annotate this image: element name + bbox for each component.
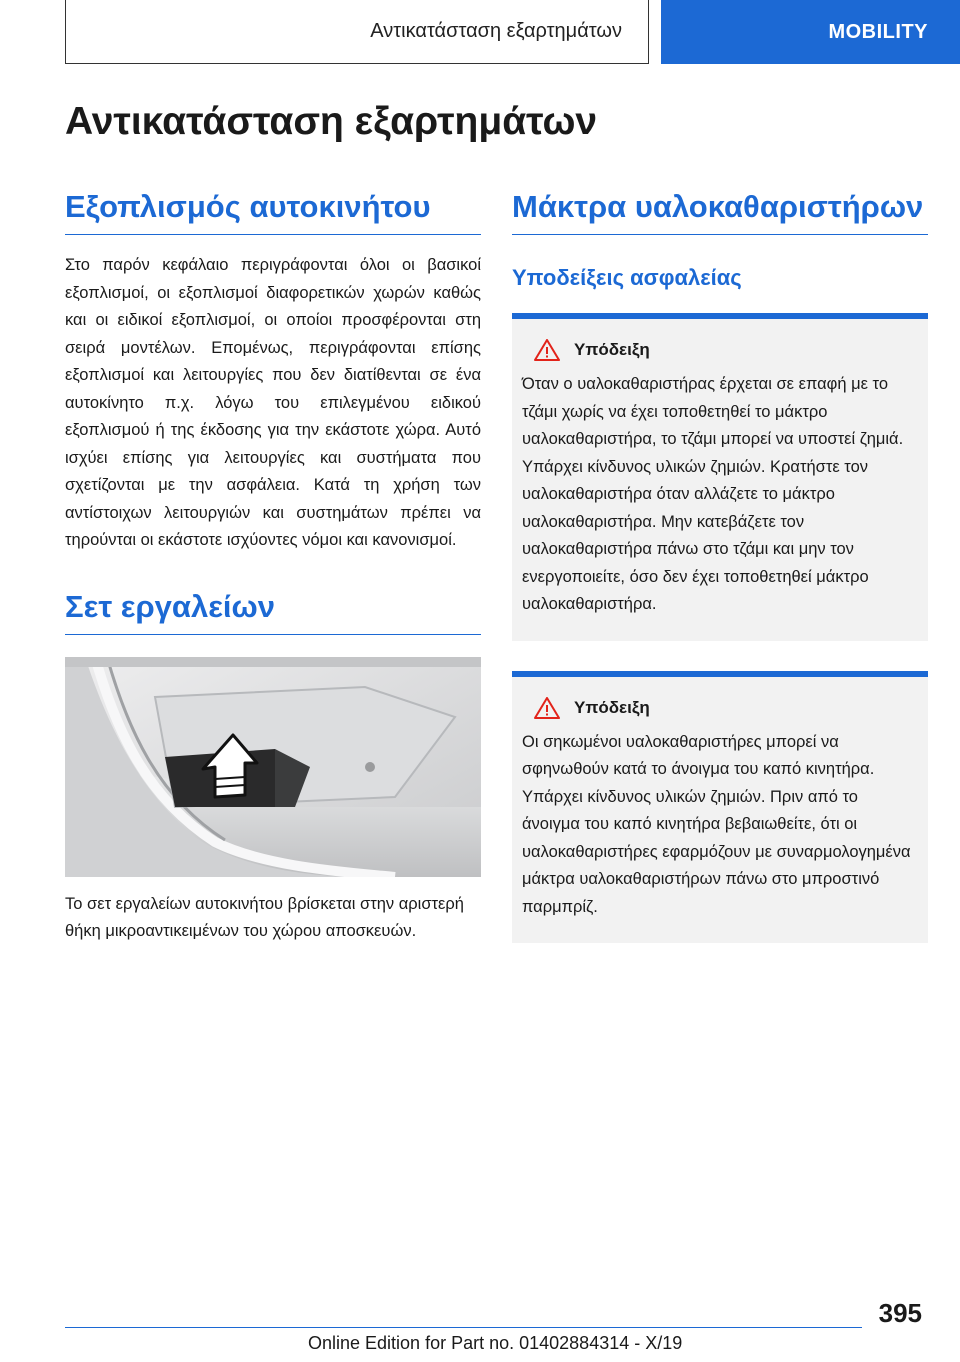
trunk-illustration xyxy=(65,657,481,877)
note-title: Υπόδειξη xyxy=(574,697,650,717)
equipment-heading: Εξοπλισμός αυτοκινήτου xyxy=(65,188,481,235)
left-column xyxy=(65,188,481,946)
section-tab-label: MOBILITY xyxy=(828,20,928,43)
safety-heading: Υποδείξεις ασφαλείας xyxy=(512,265,742,290)
note-title: Υπόδειξη xyxy=(574,340,650,359)
toolkit-figure xyxy=(65,657,481,877)
warning-triangle-icon xyxy=(534,697,560,719)
header-chapter xyxy=(65,0,649,64)
note-box-2 xyxy=(512,671,928,944)
right-column xyxy=(512,188,928,943)
note-box-1 xyxy=(512,313,928,641)
section-tab-mobility[interactable] xyxy=(661,0,960,64)
equipment-text: Στο παρόν κεφάλαιο περιγράφονται όλοι οι βασικοί εξοπλισμοί, οι εξοπλισμοί διαφορετικών χωρών καθώς και οι ειδικοί εξοπλισμοί, οι οποίοι προσφέρονται στη σειρά μοντέλων. Επομένως, περιγράφονται επίσης εξοπλισμοί και λειτουργίες που δεν διατίθενται σε ένα αυτοκίνητο π.χ. λόγω του επιλεγμένου ειδικού εξοπλισμού ή της έκδοσης για την εκάστοτε χώρα. Αυτό ισχύει επίσης για λειτουργίες και συστήματα που σχετίζονται με την ασφάλεια. Κατά τη χρήση των αντίστοιχων λειτουργιών και συστημάτων πρέπει να τηρούνται οι εκάστοτε ισχύοντες νόμοι και κανονισμοί. xyxy=(65,256,481,549)
note-header xyxy=(534,339,918,361)
note-text: Οι σηκωμένοι υαλοκαθαριστήρες μπορεί να σφηνωθούν κατά το άνοιγμα του καπό κινητήρα. Υπάρχει κίνδυνος υλικών ζημιών. Πριν από το άνοιγμα του καπό κινητήρα βεβαιωθείτε, ότι οι υαλοκαθαριστήρες εφαρμόζουν με συναρμολογημένα μάκτρα υαλοκαθαριστήρων πάνω στο μπροστινό παρμπρίζ. xyxy=(522,732,911,916)
note-text: Όταν ο υαλοκαθαριστήρας έρχεται σε επαφή με το τζάμι χωρίς να έχει τοποθετηθεί το μάκτρο υαλοκαθαριστήρα, το τζάμι μπορεί να υποστεί ζημιά. Υπάρχει κίνδυνος υλικών ζημιών. Κρατήστε τον υαλοκαθαριστήρα όταν αλλάζετε το μάκτρο υαλοκαθαριστήρα. Μην κατεβάζετε τον υαλοκαθαριστήρα πάνω στο τζάμι και μην τον ενεργοποιείτε, όσο δεν έχει τοποθετηθεί μάκτρο υαλοκαθαριστήρα. xyxy=(522,375,904,613)
header-chapter-title: Αντικατάσταση εξαρτημάτων xyxy=(370,20,622,42)
footer-edition: Online Edition for Part no. 01402884314 - X/19 xyxy=(308,1333,683,1353)
footer-divider xyxy=(65,1327,862,1328)
note-header xyxy=(534,697,918,719)
wiper-heading: Μάκτρα υαλοκαθαριστήρων xyxy=(512,188,928,235)
toolkit-heading: Σετ εργαλείων xyxy=(65,588,481,635)
page-title: Αντικατάσταση εξαρτημάτων xyxy=(65,100,598,143)
warning-triangle-icon xyxy=(534,339,560,361)
page-number: 395 xyxy=(878,1298,922,1328)
toolkit-caption: Το σετ εργαλείων αυτοκινήτου βρίσκεται στην αριστερή θήκη μικροαντικειμένων του χώρου αποσκευών. xyxy=(65,894,464,940)
